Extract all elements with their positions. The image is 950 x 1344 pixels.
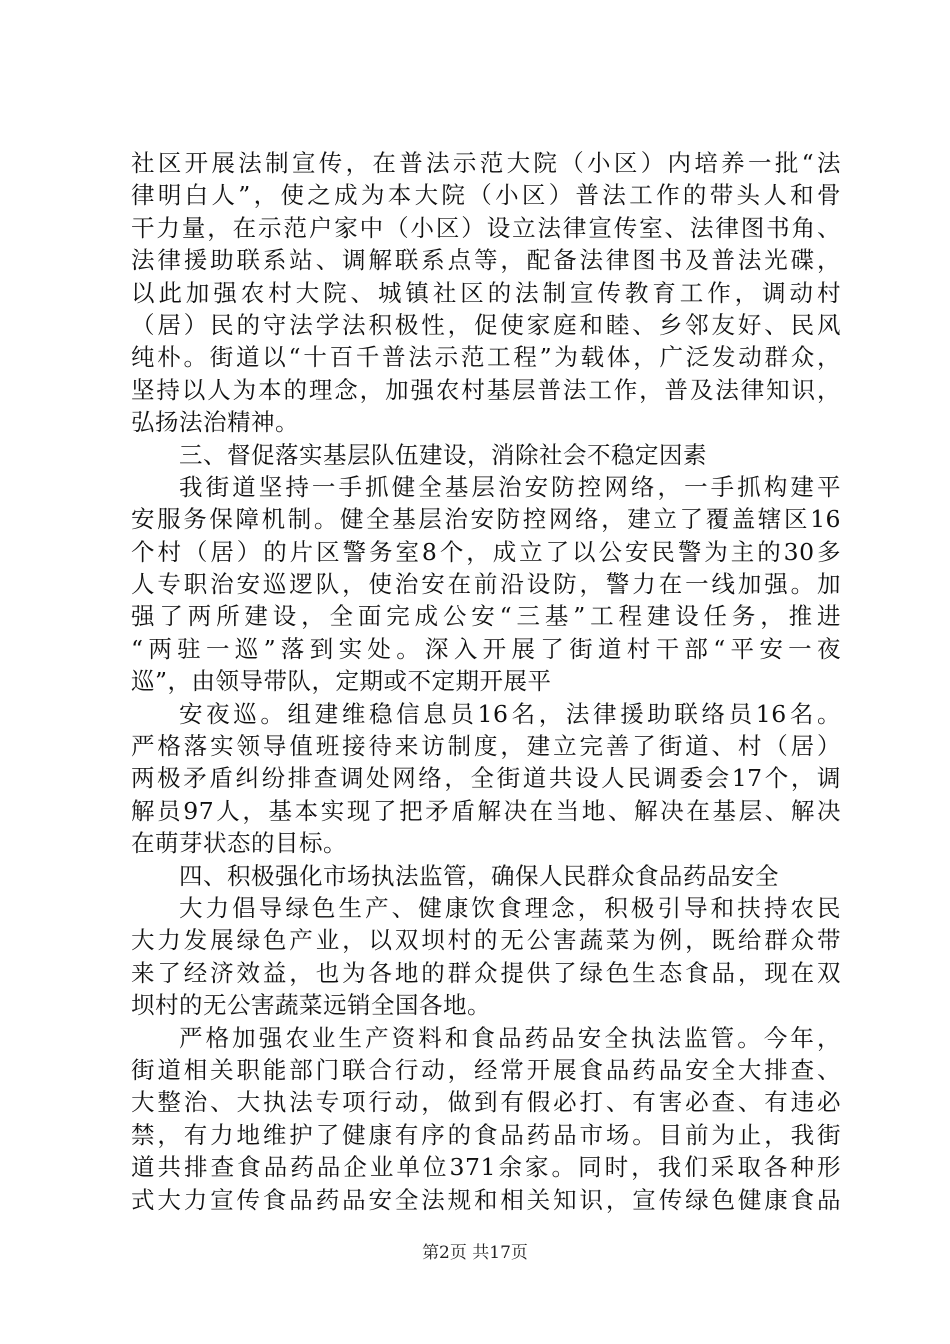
page-footer: 第2页 共17页	[422, 1243, 528, 1263]
text-line: 社区开展法制宣传，在普法示范大院（小区）内培养一批“法	[131, 149, 841, 177]
text-line: 法律援助联系站、调解联系点等，配备法律图书及普法光碟，	[131, 246, 841, 275]
text-line: 我街道坚持一手抓健全基层治安防控网络，一手抓构建平	[179, 472, 841, 501]
text-line: 来了经济效益，也为各地的群众提供了绿色生态食品，现在双	[131, 958, 841, 987]
text-line: 巡”，由领导带队，定期或不定期开展平	[131, 667, 552, 696]
text-line: （居）民的守法学法积极性，促使家庭和睦、乡邻友好、民风	[131, 310, 841, 339]
text-line: 两极矛盾纠纷排查调处网络，全街道共设人民调委会17个，调	[131, 764, 841, 793]
text-line: “两驻一巡”落到实处。深入开展了街道村干部“平安一夜	[131, 634, 841, 663]
text-line: 律明白人”，使之成为本大院（小区）普法工作的带头人和骨	[131, 181, 841, 210]
text-line: 严格落实领导值班接待来访制度，建立完善了街道、村（居）	[131, 732, 841, 761]
text-line: 以此加强农村大院、城镇社区的法制宣传教育工作，调动村	[131, 278, 841, 307]
document-body	[131, 147, 841, 1216]
text-line: 大力发展绿色产业，以双坝村的无公害蔬菜为例，既给群众带	[131, 926, 841, 955]
text-line: 解员97人，基本实现了把矛盾解决在当地、解决在基层、解决	[131, 796, 841, 825]
text-line: 坝村的无公害蔬菜远销全国各地。	[131, 991, 491, 1020]
text-line: 强了两所建设，全面完成公安“三基”工程建设任务，推进	[131, 602, 841, 631]
text-line: 街道相关职能部门联合行动，经常开展食品药品安全大排查、	[131, 1055, 841, 1084]
text-line: 坚持以人为本的理念，加强农村基层普法工作，普及法律知识，	[131, 375, 841, 404]
text-line: 安服务保障机制。健全基层治安防控网络，建立了覆盖辖区16	[131, 505, 841, 534]
text-line: 纯朴。街道以“十百千普法示范工程”为载体，广泛发动群众，	[131, 343, 841, 372]
text-line: 严格加强农业生产资料和食品药品安全执法监管。今年，	[179, 1023, 841, 1052]
text-line: 三、督促落实基层队伍建设，消除社会不稳定因素	[179, 440, 707, 469]
text-line: 弘扬法治精神。	[131, 408, 299, 437]
text-line: 式大力宣传食品药品安全法规和相关知识，宣传绿色健康食品	[131, 1185, 841, 1214]
text-line: 个村（居）的片区警务室8个，成立了以公安民警为主的30多	[131, 537, 841, 566]
text-line: 人专职治安巡逻队，使治安在前沿设防，警力在一线加强。加	[131, 570, 841, 599]
text-line: 安夜巡。组建维稳信息员16名，法律援助联络员16名。	[179, 699, 841, 728]
text-line: 四、积极强化市场执法监管，确保人民群众食品药品安全	[179, 861, 779, 890]
text-line: 道共排查食品药品企业单位371余家。同时，我们采取各种形	[131, 1153, 841, 1182]
text-line: 禁，有力地维护了健康有序的食品药品市场。目前为止，我街	[131, 1120, 841, 1149]
text-line: 大力倡导绿色生产、健康饮食理念，积极引导和扶持农民	[179, 893, 841, 922]
text-line: 大整治、大执法专项行动，做到有假必打、有害必查、有违必	[131, 1088, 841, 1117]
text-line: 干力量，在示范户家中（小区）设立法律宣传室、法律图书角、	[131, 213, 841, 242]
text-line: 在萌芽状态的目标。	[131, 829, 347, 858]
